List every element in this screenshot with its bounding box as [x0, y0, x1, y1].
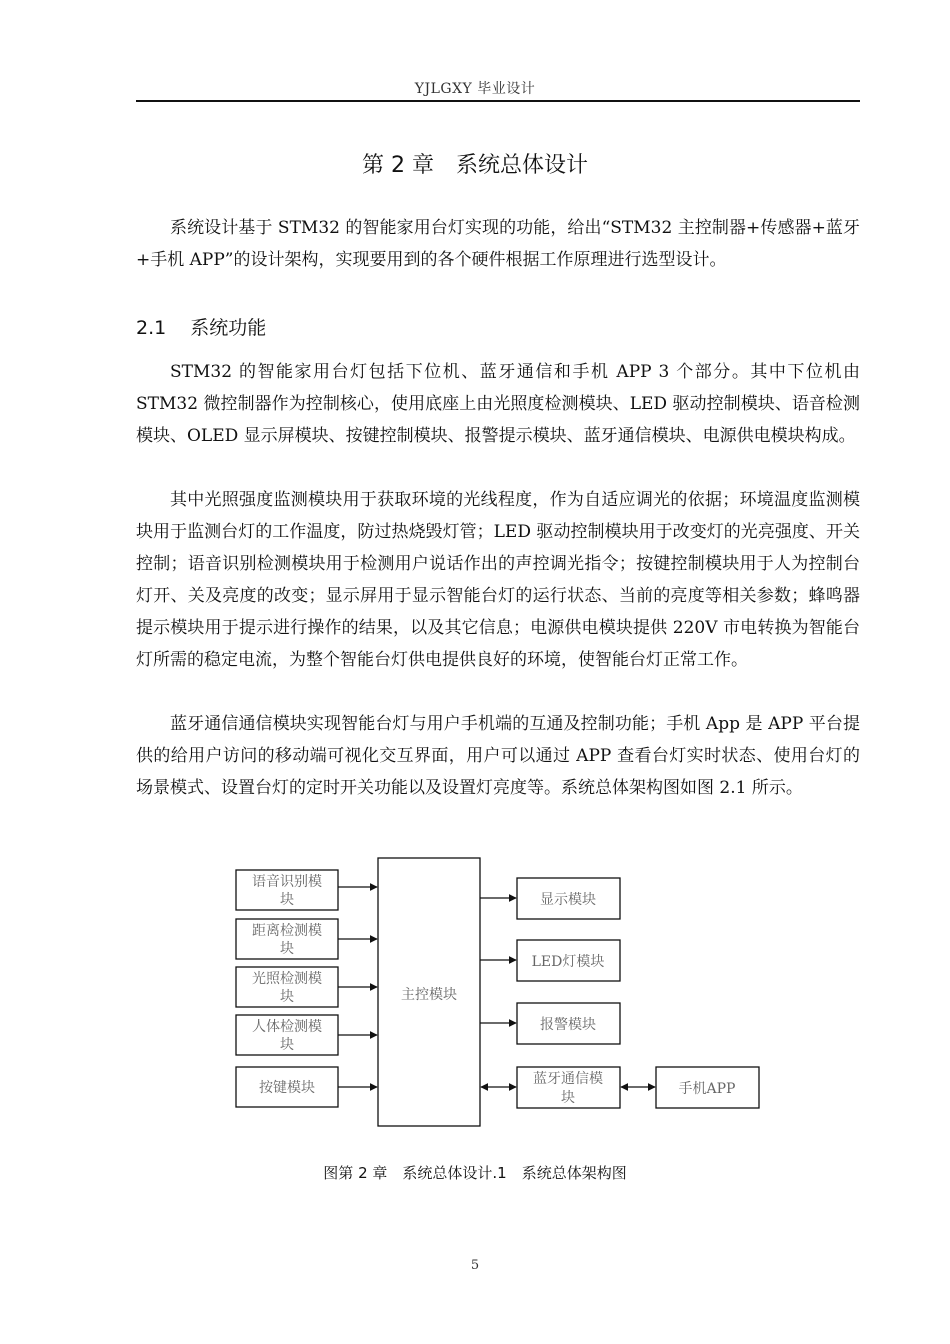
input-label-distance-2: 块: [280, 941, 294, 957]
intro-paragraph: 系统设计基于 STM32 的智能家用台灯实现的功能，给出“STM32 主控制器+传感器+蓝牙+手机 APP”的设计架构，实现要用到的各个硬件根据工作原理进行选型设计。: [136, 218, 860, 270]
output-label-display: 显示模块: [540, 892, 596, 908]
input-label-light-2: 块: [280, 989, 294, 1005]
section-number: 2.1: [136, 317, 167, 339]
page-header: YJLGXY 毕业设计: [414, 81, 536, 97]
body-paragraph-2: 其中光照强度监测模块用于获取环境的光线程度，作为自适应调光的依据；环境温度监测模块用于监测台灯的工作温度，防过热烧毁灯管；LED 驱动控制模块用于改变灯的光亮强度、开关控制；语音识别检测模块用于检测用户说话作出的声控调光指令；按键控制模块用于人为控制台灯开、关及亮度的改变；显示屏用于显示智能台灯的运行状态、当前的亮度等相关参数；蜂鸣器提示模块用于提示进行操作的结果，以及其它信息；电源供电模块提供 220V 市电转换为智能台灯所需的稳定电流，为整个智能台灯供电提供良好的环境，使智能台灯正常工作。: [136, 490, 860, 670]
output-label-led: LED灯模块: [531, 954, 605, 970]
output-label-bluetooth-1: 蓝牙通信模: [533, 1071, 603, 1087]
chapter-title: 第 2 章 系统总体设计: [362, 153, 588, 178]
section-title: 系统功能: [190, 317, 267, 339]
figure-caption: 图第 2 章 系统总体设计.1 系统总体架构图: [323, 1164, 627, 1182]
input-label-key: 按键模块: [259, 1080, 315, 1096]
input-label-distance-1: 距离检测模: [252, 923, 322, 939]
page-number: 5: [470, 1258, 480, 1273]
input-label-voice-1: 语音识别模: [252, 874, 322, 890]
phone-app-label: 手机APP: [678, 1081, 736, 1097]
input-label-human-2: 块: [280, 1037, 294, 1053]
main-control-label: 主控模块: [401, 987, 457, 1003]
output-label-alarm: 报警模块: [540, 1017, 596, 1033]
input-label-voice-2: 块: [280, 892, 294, 908]
body-paragraph-3: 蓝牙通信通信模块实现智能台灯与用户手机端的互通及控制功能；手机 App 是 APP 平台提供的给用户访问的移动端可视化交互界面，用户可以通过 APP 查看台灯实时状态、使用台灯的场景模式、设置台灯的定时开关功能以及设置灯亮度等。系统总体架构图如图 2.1 所示。: [136, 714, 860, 798]
input-label-light-1: 光照检测模: [252, 971, 322, 987]
output-label-bluetooth-2: 块: [561, 1090, 575, 1106]
input-label-human-1: 人体检测模: [252, 1019, 322, 1035]
body-paragraph-1: STM32 的智能家用台灯包括下位机、蓝牙通信和手机 APP 3 个部分。其中下位机由 STM32 微控制器作为控制核心，使用底座上由光照度检测模块、LED 驱动控制模块、语音检测模块、OLED 显示屏模块、按键控制模块、报警提示模块、蓝牙通信模块、电源供电模块构成。: [136, 362, 860, 446]
